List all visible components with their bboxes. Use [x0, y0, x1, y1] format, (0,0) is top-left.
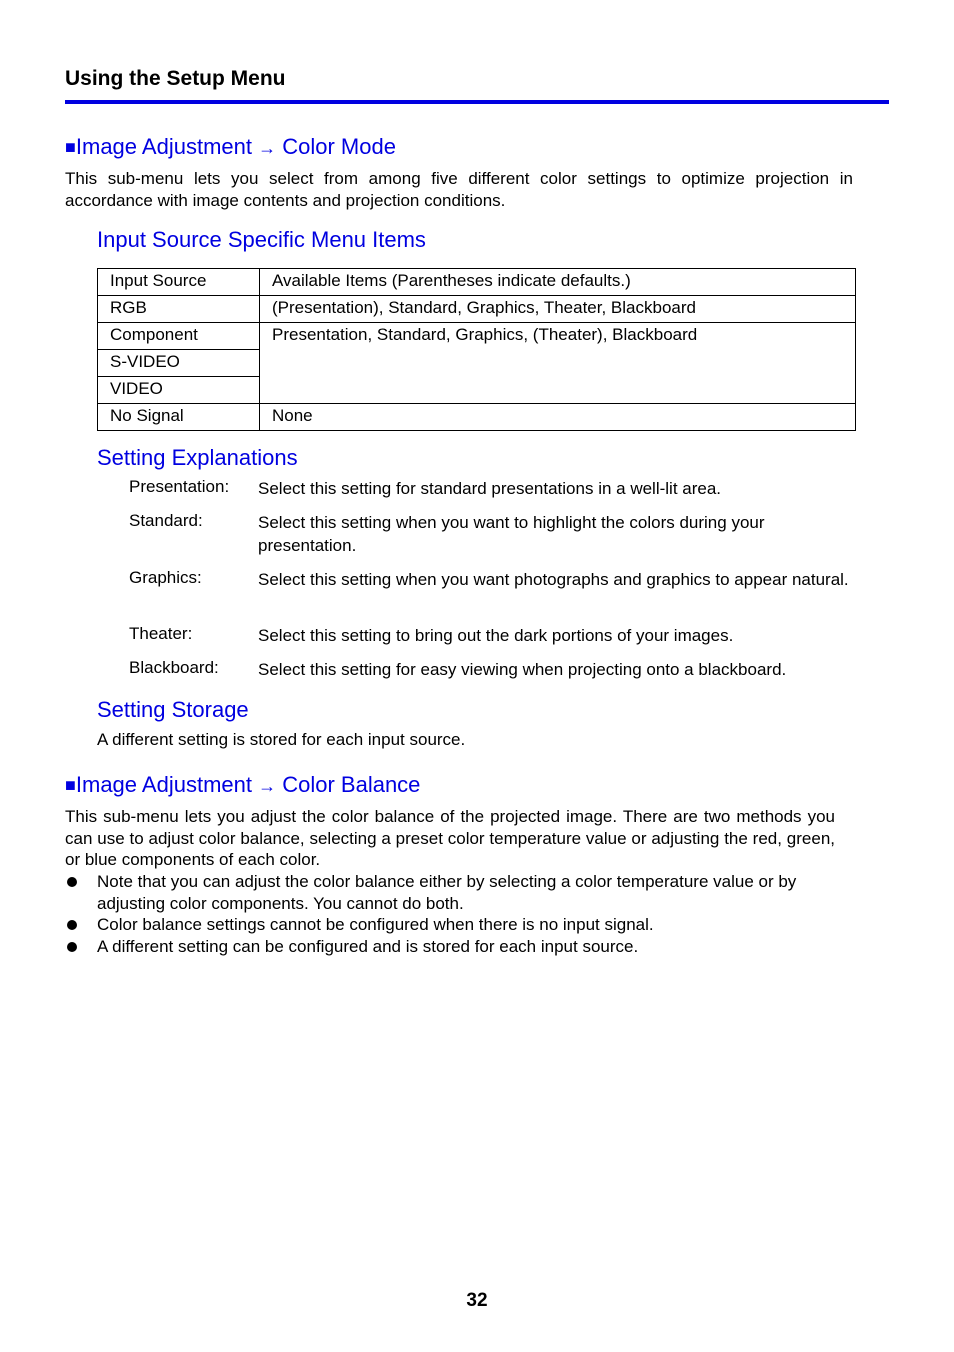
table-header-row [98, 269, 856, 296]
desc-presentation: Select this setting for standard presentations in a well-lit area. [258, 479, 722, 498]
term-theater: Theater: [129, 624, 193, 643]
table-header-cell: Input Source [98, 269, 260, 296]
square-bullet-icon: ■ [65, 775, 76, 795]
subheading-input-source-items: Input Source Specific Menu Items [97, 227, 426, 252]
desc-theater: Select this setting to bring out the dark portions of your images. [258, 626, 734, 645]
table-cell-items: (Presentation), Standard, Graphics, Theater, Blackboard [260, 296, 856, 323]
color-balance-intro: This sub-menu lets you adjust the color balance of the projected image. There are two methods you can use to adjust color balance, selecting a preset color temperature value or adjusting the red, green, or blue components of each color. [65, 807, 835, 869]
term-presentation: Presentation: [129, 477, 230, 496]
table-cell-items: Presentation, Standard, Graphics, (Theater), Blackboard [260, 323, 856, 404]
table-cell-source: VIDEO [98, 377, 260, 404]
page-number: 32 [466, 1290, 488, 1311]
section-heading-color-mode [65, 134, 396, 160]
bullet-dot-icon [67, 942, 77, 952]
table-cell-source: Component [98, 323, 260, 350]
table-cell-items: None [260, 404, 856, 431]
list-item-text: A different setting can be configured and is stored for each input source. [97, 937, 639, 956]
list-item [65, 936, 835, 958]
heading-part1: Image Adjustment [75, 134, 252, 159]
list-item-text: Note that you can adjust the color balance either by selecting a color temperature value or by adjusting color components. You cannot do both. [97, 872, 797, 913]
list-item-text: Color balance settings cannot be configured when there is no input signal. [97, 915, 654, 934]
storage-text: A different setting is stored for each input source. [97, 730, 466, 749]
heading-part1: Image Adjustment [75, 772, 252, 797]
subheading-setting-explanations: Setting Explanations [97, 445, 298, 470]
arrow-right-icon: → [258, 138, 277, 158]
table-cell-source: No Signal [98, 404, 260, 431]
section-heading-color-balance [65, 772, 420, 798]
list-item [65, 914, 835, 936]
table-header-cell: Available Items (Parentheses indicate defaults.) [260, 269, 856, 296]
desc-graphics: Select this setting when you want photographs and graphics to appear natural. [258, 570, 849, 589]
page-header-title: Using the Setup Menu [65, 67, 286, 90]
input-source-table [97, 268, 856, 431]
desc-standard: Select this setting when you want to highlight the colors during your presentation. [258, 513, 765, 555]
term-blackboard: Blackboard: [129, 658, 219, 677]
header-rule [65, 100, 889, 104]
desc-blackboard: Select this setting for easy viewing when projecting onto a blackboard. [258, 660, 787, 679]
table-cell-source: RGB [98, 296, 260, 323]
table-row [98, 323, 856, 350]
list-item [65, 871, 835, 914]
arrow-right-icon: → [258, 776, 277, 796]
bullet-dot-icon [67, 920, 77, 930]
term-standard: Standard: [129, 511, 203, 530]
heading-part2: Color Mode [282, 134, 396, 159]
table-row [98, 404, 856, 431]
bullet-dot-icon [67, 877, 77, 887]
table-cell-source: S-VIDEO [98, 350, 260, 377]
heading-part2: Color Balance [282, 772, 421, 797]
color-mode-intro: This sub-menu lets you select from among five different color settings to optimize projection in accordance with image contents and projection conditions. [65, 169, 853, 210]
square-bullet-icon: ■ [65, 137, 76, 157]
table-row [98, 296, 856, 323]
subheading-setting-storage: Setting Storage [97, 697, 249, 722]
term-graphics: Graphics: [129, 568, 202, 587]
